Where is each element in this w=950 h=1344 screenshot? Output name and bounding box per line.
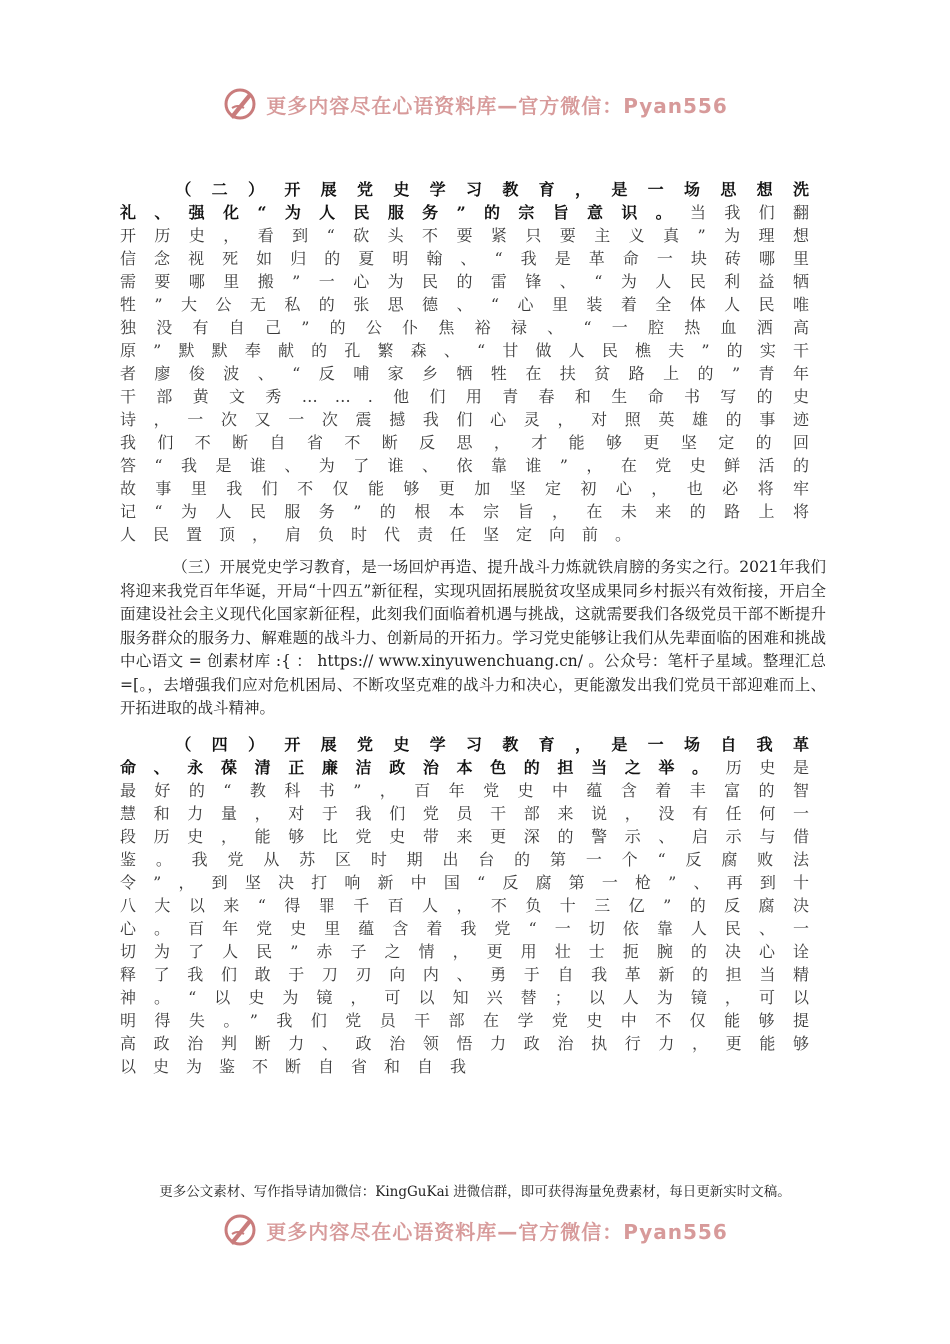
document-body <box>120 178 826 1078</box>
header-banner <box>0 82 950 126</box>
section-4-lead: （四）开展党史学习教育，是一场自我革命、永葆清正廉洁政治本色的担当之举。 <box>120 734 826 777</box>
pen-circle-logo-icon <box>222 86 258 122</box>
pen-circle-logo-icon <box>222 1212 258 1248</box>
banner-text: 更多内容尽在心语资料库—官方微信：Pyan556 <box>266 93 728 118</box>
section-2-body: 当我们翻开历史，看到“砍头不要紧只要主义真”为理想信念视死如归的夏明翰、“我是革命一块砖哪里需要哪里搬”一心为民的雷锋、“为人民利益牺牲”大公无私的张思德、“心里装着全体人民唯独没有自己”的公仆焦裕禄、“一腔热血洒高原”默默奉献的孔繁森、“甘做人民樵夫”的实干者廖俊波、“反哺家乡牺牲在扶贫路上的”青年干部黄文秀…….他们用青春和生命书写的史诗，一次又一次震撼我们心灵，对照英雄的事迹我们不断自省不断反思，才能够更坚定的回答“我是谁、为了谁、依靠谁”，在党史鲜活的故事里我们不仅能够更加坚定初心，也必将牢记“为人民服务”的根本宗旨，在未来的路上将人民置顶，肩负时代责任坚定向前。 <box>120 203 826 544</box>
footer-note: 更多公文素材、写作指导请加微信：KingGuKai 进微信群，即可获得海量免费素材，每日更新实时文稿。 <box>159 1184 791 1200</box>
footer-banner <box>0 1208 950 1252</box>
section-4-paragraph <box>120 733 826 1078</box>
section-4-body: 历史是最好的“教科书”，百年党史中蕴含着丰富的智慧和力量，对于我们党员干部来说，没有任何一段历史，能够比党史带来更深的警示、启示与借鉴。我党从苏区时期出台的第一个“反腐败法令”，到坚决打响新中国“反腐第一枪”、再到十八大以来“得罪千百人，不负十三亿”的反腐决心。百年党史里蕴含着我党“一切依靠人民、一切为了人民”赤子之情，更用壮士扼腕的决心诠释了我们敢于刀刃向内、勇于自我革新的担当精神。“以史为镜，可以知兴替；以人为镜，可以明得失。”我们党员干部在学党史中不仅能够提高政治判断力、政治领悟力政治执行力，更能够以史为鉴不断自省和自我 <box>120 757 826 1076</box>
banner-text: 更多内容尽在心语资料库—官方微信：Pyan556 <box>266 1219 728 1244</box>
section-2-paragraph <box>120 178 826 546</box>
section-3-paragraph <box>120 556 826 721</box>
section-3-body: （三）开展党史学习教育，是一场回炉再造、提升战斗力炼就铁肩膀的务实之行。2021年我们将迎来我党百年华诞，开局“十四五”新征程，实现巩固拓展脱贫攻坚成果同乡村振兴有效衔接，开启全面建设社会主义现代化国家新征程，此刻我们面临着机遇与挑战，这就需要我们各级党员干部不断提升服务群众的服务力、解难题的战斗力、创新局的开拓力。学习党史能够让我们从先辈面临的困难和挑战中心语文 = 创素材库 :{ ： https:// www.xinyuwenchuang.cn/ 。公众号：笔杆子星域。整理汇总=[。，去增强我们应对危机困局、不断攻坚克难的战斗力和决心，更能激发出我们党员干部迎难而上、开拓进取的战斗精神。 <box>120 558 826 717</box>
section-2-lead: （二）开展党史学习教育，是一场思想洗礼、强化“为人民服务”的宗旨意识。 <box>120 180 826 222</box>
